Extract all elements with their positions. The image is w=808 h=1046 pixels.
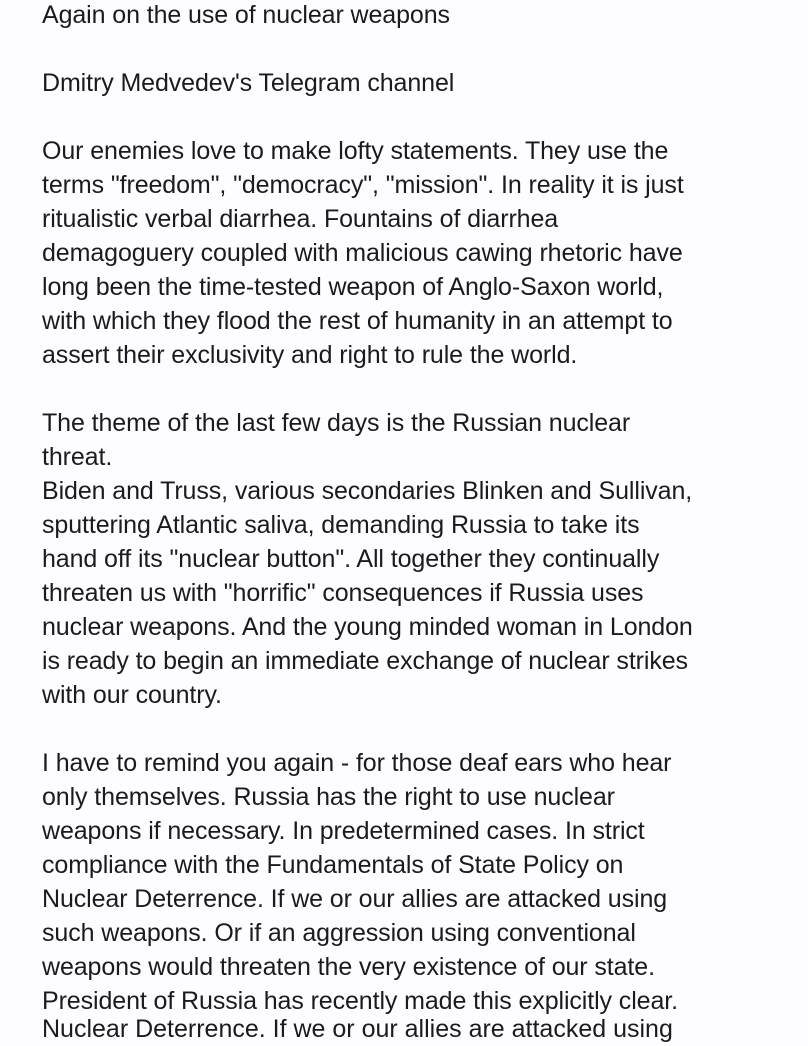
text-line: President of Russia has recently made this explicitly clear. <box>42 987 678 1015</box>
text-line: threat. <box>42 443 113 471</box>
text-line: with our country. <box>42 681 222 709</box>
text-line: I have to remind you again - for those deaf ears who hear <box>42 749 672 777</box>
text-line: such weapons. Or if an aggression using conventional <box>42 919 636 947</box>
cut-off-text-line: Nuclear Deterrence. If we or our allies are attacked using <box>42 1015 673 1043</box>
text-line: Our enemies love to make lofty statements. They use the <box>42 137 669 165</box>
text-line: with which they flood the rest of humanity in an attempt to <box>42 307 673 335</box>
text-line: The theme of the last few days is the Russian nuclear <box>42 409 631 437</box>
spacer <box>42 32 782 66</box>
note-source: Dmitry Medvedev's Telegram channel <box>42 69 455 97</box>
text-line: weapons would threaten the very existence of our state. <box>42 953 655 981</box>
text-line: ritualistic verbal diarrhea. Fountains of diarrhea <box>42 205 559 233</box>
paragraph-3 <box>42 746 782 1018</box>
text-line: nuclear weapons. And the young minded woman in London <box>42 613 693 641</box>
text-line: is ready to begin an immediate exchange of nuclear strikes <box>42 647 688 675</box>
note-body <box>42 0 782 1018</box>
text-line: Nuclear Deterrence. If we or our allies are attacked using <box>42 885 668 913</box>
text-line: sputtering Atlantic saliva, demanding Russia to take its <box>42 511 640 539</box>
text-line: threaten us with "horrific" consequences if Russia uses <box>42 579 644 607</box>
spacer <box>42 372 782 406</box>
text-line: only themselves. Russia has the right to use nuclear <box>42 783 615 811</box>
spacer <box>42 100 782 134</box>
text-line: terms "freedom", "democracy", "mission". In reality it is just <box>42 171 684 199</box>
text-line: weapons if necessary. In predetermined cases. In strict <box>42 817 645 845</box>
text-line: hand off its "nuclear button". All together they continually <box>42 545 660 573</box>
paragraph-1 <box>42 134 782 372</box>
paragraph-2 <box>42 406 782 712</box>
text-line: long been the time-tested weapon of Anglo-Saxon world, <box>42 273 664 301</box>
note-title: Again on the use of nuclear weapons <box>42 1 450 29</box>
text-line: compliance with the Fundamentals of State Policy on <box>42 851 624 879</box>
text-line: Biden and Truss, various secondaries Blinken and Sullivan, <box>42 477 693 505</box>
text-line: demagoguery coupled with malicious cawing rhetoric have <box>42 239 683 267</box>
spacer <box>42 712 782 746</box>
text-line: assert their exclusivity and right to rule the world. <box>42 341 578 369</box>
